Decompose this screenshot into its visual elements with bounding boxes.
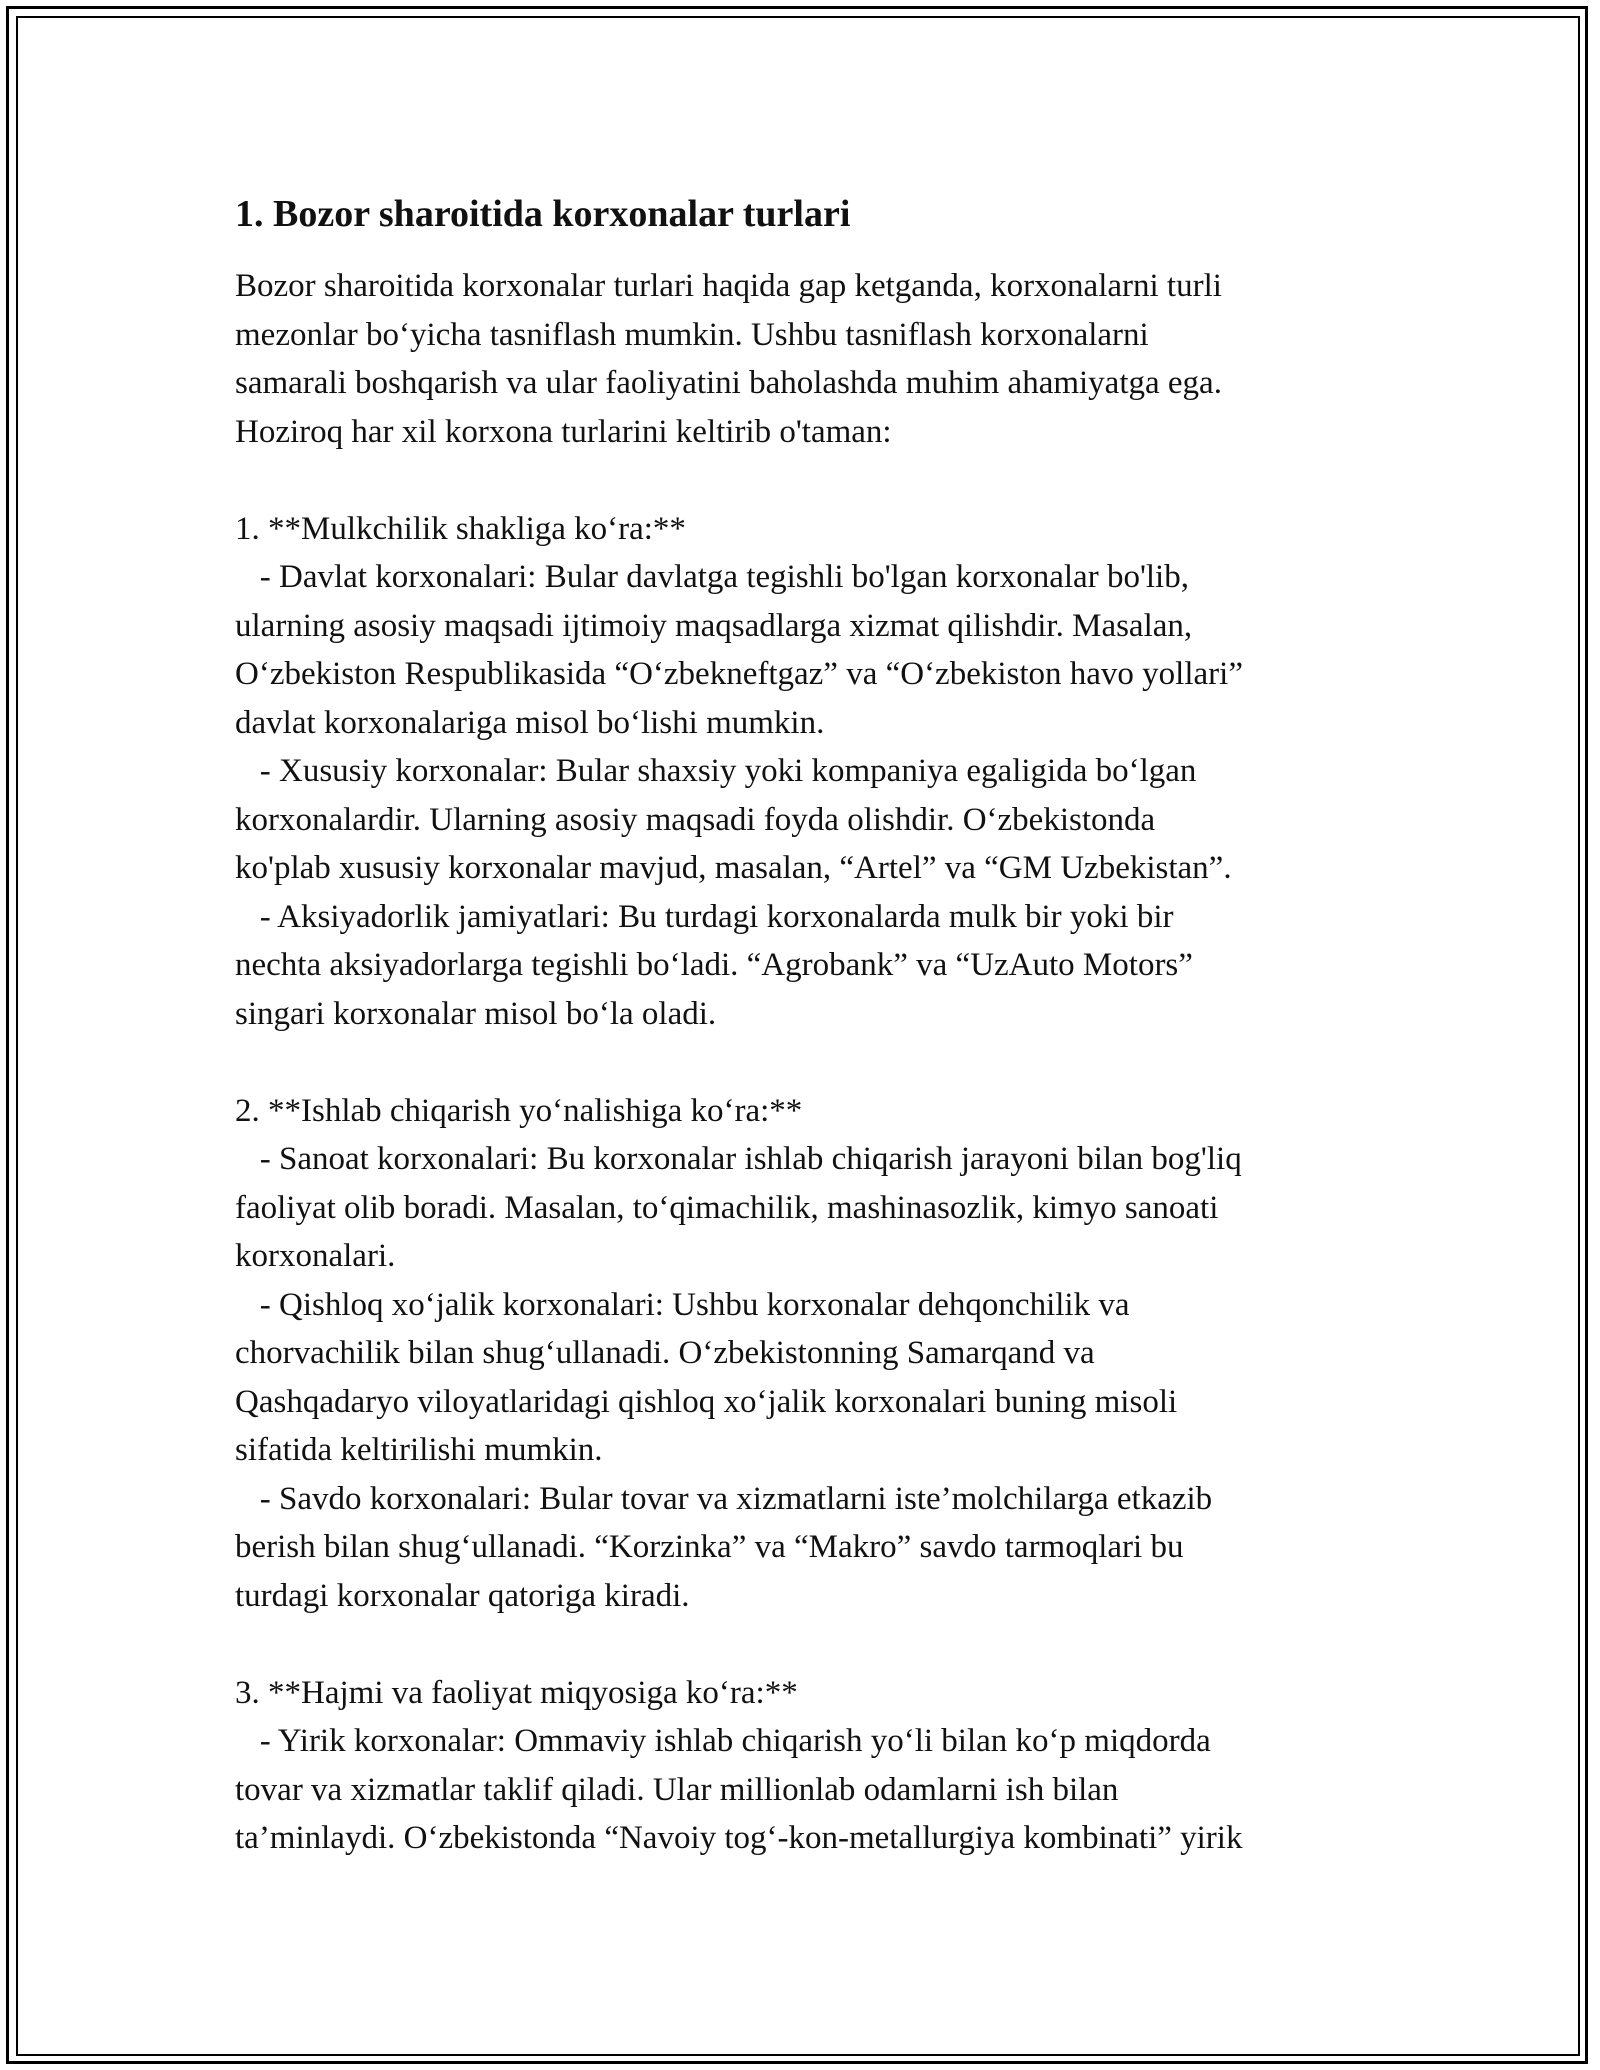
text-line: faoliyat olib boradi. Masalan, to‘qimachilik, mashinasozlik, kimyo sanoati [235, 1189, 1219, 1226]
text-line: ko'plab xususiy korxonalar mavjud, masalan, “Artel” va “GM Uzbekistan”. [235, 850, 1232, 886]
text-line: - Qishloq xo‘jalik korxonalari: Ushbu korxonalar dehqonchilik va [235, 1286, 1130, 1323]
paragraph-spacer [235, 1038, 1365, 1087]
text-line: ta’minlaydi. O‘zbekistonda “Navoiy tog‘-kon-metallurgiya kombinati” yirik [235, 1820, 1243, 1856]
page-title: 1. Bozor sharoitida korxonalar turlari [235, 193, 851, 235]
text-line: sifatida keltirilishi mumkin. [235, 1432, 603, 1468]
text-line: Qashqadaryo viloyatlaridagi qishloq xo‘jalik korxonalari buning misoli [235, 1383, 1178, 1420]
paragraph-spacer [235, 1620, 1365, 1669]
text-line: - Sanoat korxonalari: Bu korxonalar ishlab chiqarish jarayoni bilan bog'liq [235, 1141, 1242, 1177]
intro-paragraph [235, 262, 1365, 456]
paragraph-spacer [235, 456, 1365, 505]
text-line: O‘zbekiston Respublikasida “O‘zbekneftgaz” va “O‘zbekiston havo yollari” [235, 656, 1243, 692]
text-line: - Aksiyadorlik jamiyatlari: Bu turdagi korxonalarda mulk bir yoki bir [235, 898, 1174, 935]
text-line: samarali boshqarish va ular faoliyatini baholashda muhim ahamiyatga ega. [235, 365, 1222, 401]
section-heading: 3. **Hajmi va faoliyat miqyosiga ko‘ra:** [235, 1674, 798, 1711]
text-line: nechta aksiyadorlarga tegishli bo‘ladi. “Agrobank” va “UzAuto Motors” [235, 947, 1193, 983]
text-line: korxonalardir. Ularning asosiy maqsadi foyda olishdir. O‘zbekistonda [235, 801, 1156, 838]
text-line: Bozor sharoitida korxonalar turlari haqida gap ketganda, korxonalarni turli [235, 268, 1222, 304]
text-line: - Davlat korxonalari: Bular davlatga tegishli bo'lgan korxonalar bo'lib, [235, 559, 1189, 595]
text-line: mezonlar bo‘yicha tasniflash mumkin. Ushbu tasniflash korxonalarni [235, 316, 1149, 353]
text-line: korxonalari. [235, 1238, 396, 1274]
document-body [235, 190, 1365, 1863]
section-ownership [235, 505, 1365, 1039]
text-line: chorvachilik bilan shug‘ullanadi. O‘zbekistonning Samarqand va [235, 1335, 1095, 1371]
text-line: - Xususiy korxonalar: Bular shaxsiy yoki kompaniya egaligida bo‘lgan [235, 753, 1197, 789]
text-line: - Savdo korxonalari: Bular tovar va xizmatlarni iste’molchilarga etkazib [235, 1480, 1213, 1517]
text-line: ularning asosiy maqsadi ijtimoiy maqsadlarga xizmat qilishdir. Masalan, [235, 607, 1193, 644]
text-line: berish bilan shug‘ullanadi. “Korzinka” va “Makro” savdo tarmoqlari bu [235, 1529, 1184, 1565]
text-line: - Yirik korxonalar: Ommaviy ishlab chiqarish yo‘li bilan ko‘p miqdorda [235, 1723, 1211, 1759]
text-line: turdagi korxonalar qatoriga kiradi. [235, 1577, 690, 1614]
text-line: singari korxonalar misol bo‘la oladi. [235, 995, 717, 1032]
text-line: davlat korxonalariga misol bo‘lishi mumkin. [235, 704, 825, 741]
section-heading: 2. **Ishlab chiqarish yo‘nalishiga ko‘ra:** [235, 1092, 803, 1129]
text-line: Hoziroq har xil korxona turlarini keltirib o'taman: [235, 413, 892, 450]
text-line: tovar va xizmatlar taklif qiladi. Ular millionlab odamlarni ish bilan [235, 1771, 1119, 1808]
section-production [235, 1087, 1365, 1621]
section-heading: 1. **Mulkchilik shakliga ko‘ra:** [235, 510, 686, 547]
section-scale [235, 1669, 1365, 1863]
